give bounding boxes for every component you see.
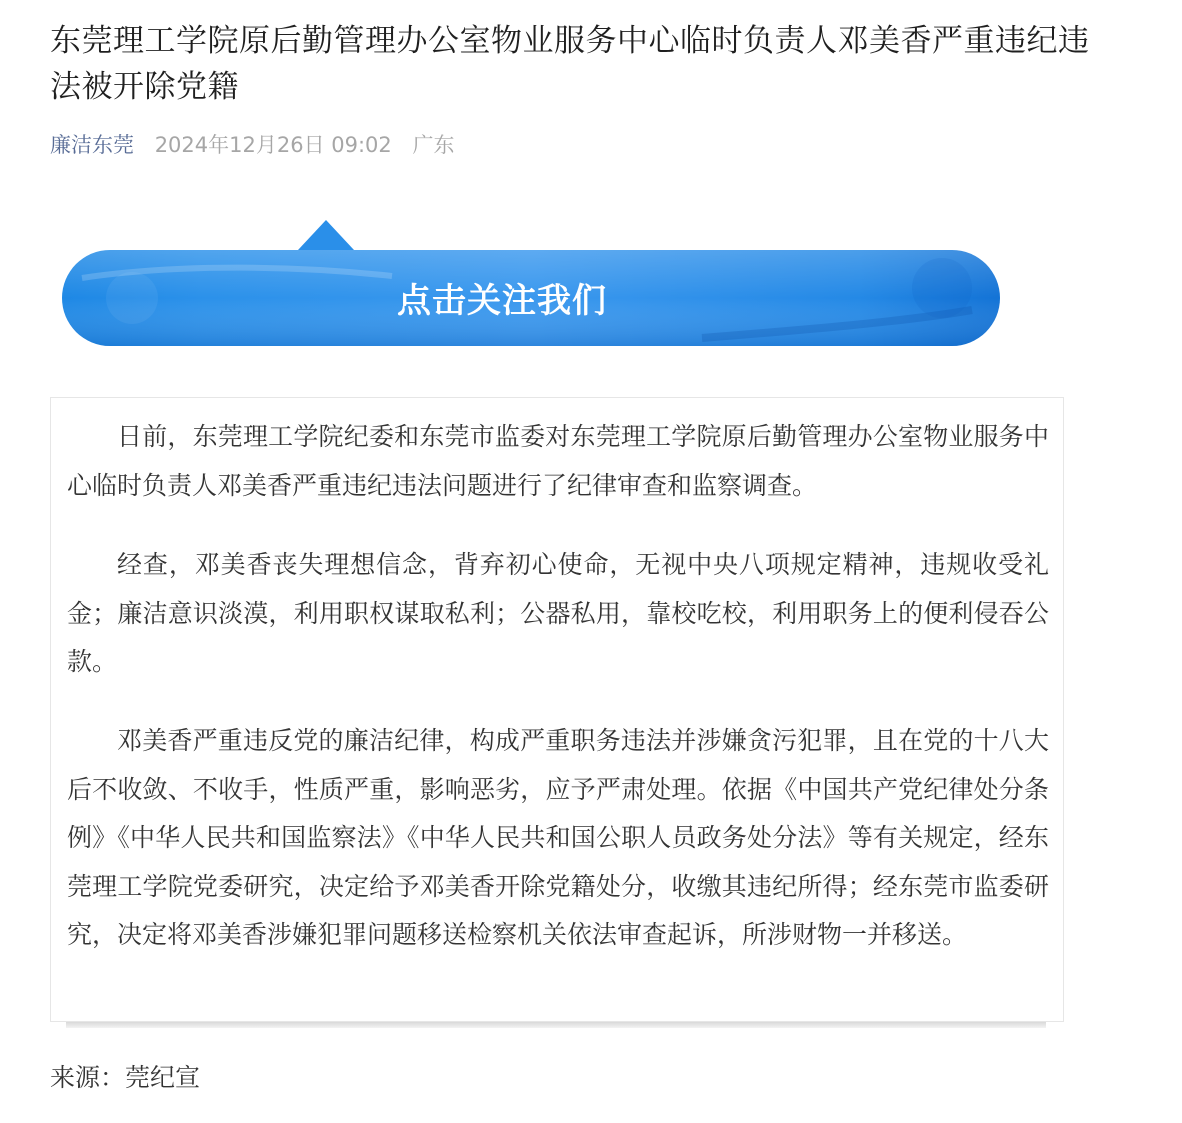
follow-us-banner[interactable] — [62, 218, 1002, 348]
article-title: 东莞理工学院原后勤管理办公室物业服务中心临时负责人邓美香严重违纪违法被开除党籍 — [50, 23, 1090, 105]
source-line: 来源：莞纪宣 — [50, 1063, 201, 1092]
follow-us-label: 点击关注我们 — [397, 281, 607, 321]
content-box-shadow — [66, 1022, 1046, 1028]
content-paragraph: 日前，东莞理工学院纪委和东莞市监委对东莞理工学院原后勤管理办公室物业服务中心临时负责人邓美香严重违纪违法问题进行了纪律审查和监察调查。 — [67, 422, 1049, 500]
article-content-box — [50, 397, 1064, 1022]
publish-date: 2024年12月26日 09:02 — [154, 133, 392, 157]
author-link[interactable]: 廉洁东莞 — [50, 133, 134, 157]
content-paragraph: 经查，邓美香丧失理想信念，背弃初心使命，无视中央八项规定精神，违规收受礼金；廉洁意识淡漠，利用职权谋取私利；公器私用，靠校吃校，利用职务上的便利侵吞公款。 — [67, 550, 1049, 676]
article-meta — [50, 128, 454, 162]
publish-region: 广东 — [412, 133, 455, 157]
content-paragraph: 邓美香严重违反党的廉洁纪律，构成严重职务违法并涉嫌贪污犯罪，且在党的十八大后不收敛、不收手，性质严重，影响恶劣，应予严肃处理。依据《中国共产党纪律处分条例》《中华人民共和国监察法》《中华人民共和国公职人员政务处分法》等有关规定，经东莞理工学院党委研究，决定给予邓美香开除党籍处分，收缴其违纪所得；经东莞市监委研究，决定将邓美香涉嫌犯罪问题移送检察机关依法审查起诉，所涉财物一并移送。 — [67, 726, 1049, 949]
